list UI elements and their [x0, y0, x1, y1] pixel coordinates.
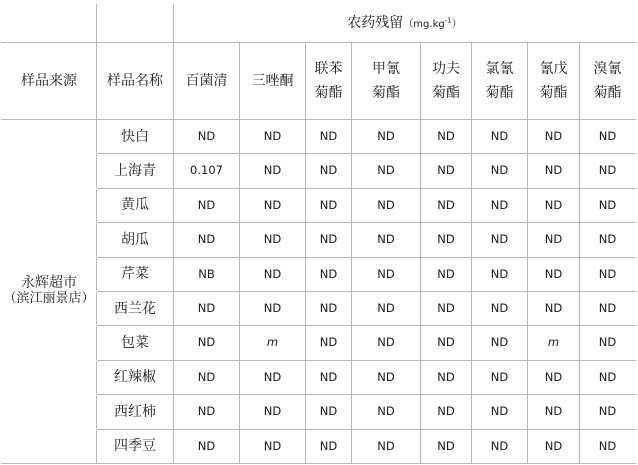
sample-name-header: 样品名称 — [97, 43, 174, 120]
residue-value-cell: ND — [174, 120, 240, 154]
residue-value-cell: ND — [306, 154, 352, 188]
residue-value-cell: ND — [352, 291, 421, 325]
sample-name-cell: 胡瓜 — [97, 223, 174, 257]
residue-value-cell: ND — [528, 429, 580, 463]
residue-value-cell: ND — [352, 326, 421, 360]
sample-source-cell: 永辉超市 — [2, 257, 97, 291]
residue-value-cell: ND — [421, 395, 472, 429]
residue-value-cell: ND — [528, 120, 580, 154]
pesticide-residue-table — [1, 4, 636, 464]
sample-source-cell — [2, 429, 97, 463]
table-row — [2, 120, 636, 154]
residue-value-cell: ND — [306, 326, 352, 360]
residue-value-cell: ND — [240, 120, 306, 154]
table-row — [2, 223, 636, 257]
residue-value-cell: ND — [472, 223, 528, 257]
residue-value-cell: ND — [528, 395, 580, 429]
residue-value-cell: ND — [421, 257, 472, 291]
residue-value-cell: ND — [306, 360, 352, 394]
sample-name-cell: 四季豆 — [97, 429, 174, 463]
residue-value-cell: ND — [174, 188, 240, 222]
residue-value-cell: ND — [174, 360, 240, 394]
pesticide-name-line1: 联苯 — [314, 60, 343, 77]
residue-value-cell: ND — [306, 120, 352, 154]
residue-value-cell: ND — [306, 395, 352, 429]
sample-source-cell — [2, 360, 97, 394]
residue-value-cell: ND — [528, 188, 580, 222]
sample-source-cell — [2, 120, 97, 154]
residue-value-cell: ND — [240, 291, 306, 325]
sample-name-cell: 西兰花 — [97, 291, 174, 325]
residue-value-cell: ND — [528, 360, 580, 394]
pesticide-header — [421, 43, 472, 120]
pesticide-header — [306, 43, 352, 120]
pesticide-name-line1: 功夫 — [432, 60, 460, 77]
table-row — [2, 154, 636, 188]
residue-value-cell: ND — [528, 223, 580, 257]
residue-value-cell: 0.107 — [174, 154, 240, 188]
pesticide-name-line2: 菊酯 — [539, 85, 568, 101]
pesticide-name-line2: 菊酯 — [593, 85, 622, 101]
residue-value-cell: ND — [352, 360, 421, 394]
residue-value-cell: ND — [580, 326, 636, 360]
residue-value-cell: ND — [240, 395, 306, 429]
residue-value-cell: ND — [580, 120, 636, 154]
residue-value-cell: ND — [421, 429, 472, 463]
residue-value-cell: ND — [580, 291, 636, 325]
residue-value-cell: ND — [472, 291, 528, 325]
residue-value-cell: ND — [580, 429, 636, 463]
residue-value-cell: ND — [306, 257, 352, 291]
table-row — [2, 291, 636, 325]
pesticide-header — [240, 43, 306, 120]
sample-name-cell: 西红柿 — [97, 395, 174, 429]
residue-value-cell: ND — [580, 257, 636, 291]
pesticide-name-line1: 溴氰 — [593, 60, 622, 77]
sample-source-cell — [2, 188, 97, 222]
pesticide-header — [528, 43, 580, 120]
residue-value-cell: ND — [240, 223, 306, 257]
sample-source-cell — [2, 395, 97, 429]
pesticide-name-line2: 菊酯 — [372, 85, 400, 101]
residue-value-cell: ND — [421, 154, 472, 188]
residue-value-cell: ND — [352, 429, 421, 463]
residue-value-cell: ND — [306, 291, 352, 325]
sample-source-cell — [2, 326, 97, 360]
residue-value-cell: ND — [174, 429, 240, 463]
residue-value-cell: ND — [306, 429, 352, 463]
unit-label: $(mg.kg^{-1})$ — [403, 17, 462, 31]
pesticide-header — [472, 43, 528, 120]
residue-value-cell: ND — [472, 120, 528, 154]
pesticide-name-line1: 百菌清 — [185, 72, 228, 89]
residue-value-cell: ND — [580, 395, 636, 429]
residue-value-cell: ND — [240, 429, 306, 463]
pesticide-name-line1: 甲氰 — [372, 60, 400, 77]
residue-value-cell: ND — [240, 257, 306, 291]
residue-value-cell: ND — [306, 188, 352, 222]
residue-value-cell: m — [240, 326, 306, 360]
sample-name-cell: 快白 — [97, 120, 174, 154]
pesticide-name-line2: 菊酯 — [485, 85, 514, 101]
residue-value-cell: ND — [472, 360, 528, 394]
residue-value-cell: ND — [472, 395, 528, 429]
header-blank-source — [2, 5, 97, 43]
sample-name-cell: 红辣椒 — [97, 360, 174, 394]
residue-value-cell: ND — [421, 291, 472, 325]
pesticide-header — [174, 43, 240, 120]
residue-value-cell: ND — [421, 223, 472, 257]
residue-value-cell: ND — [352, 120, 421, 154]
header-blank-name — [97, 5, 174, 43]
sample-name-cell: 上海青 — [97, 154, 174, 188]
pesticide-name-line1: 三唑酮 — [251, 72, 294, 89]
residue-value-cell: ND — [174, 395, 240, 429]
residue-value-cell: ND — [352, 257, 421, 291]
residue-value-cell: ND — [421, 188, 472, 222]
sample-name-cell: 芹菜 — [97, 257, 174, 291]
residue-value-cell: ND — [421, 326, 472, 360]
pesticide-name-line2: 菊酯 — [432, 85, 460, 101]
residue-value-cell: ND — [174, 326, 240, 360]
residue-value-cell: ND — [472, 154, 528, 188]
residue-value-cell: ND — [174, 291, 240, 325]
residue-value-cell: ND — [352, 223, 421, 257]
table-row — [2, 257, 636, 291]
pesticide-name-line2: 菊酯 — [314, 85, 343, 101]
residue-value-cell: NB — [174, 257, 240, 291]
residue-value-cell: ND — [352, 188, 421, 222]
residue-value-cell: ND — [352, 154, 421, 188]
residue-value-cell: ND — [306, 223, 352, 257]
pesticide-residue-group-header — [174, 5, 636, 43]
pesticide-header — [352, 43, 421, 120]
residue-value-cell: ND — [580, 154, 636, 188]
residue-value-cell: ND — [352, 395, 421, 429]
sample-source-cell — [2, 154, 97, 188]
residue-value-cell: ND — [528, 291, 580, 325]
pesticide-name-line1: 氰戊 — [539, 60, 568, 77]
residue-value-cell: ND — [421, 360, 472, 394]
pesticide-name-line1: 氯氰 — [485, 60, 514, 77]
sample-source-header: 样品来源 — [2, 43, 97, 120]
residue-value-cell: ND — [472, 188, 528, 222]
residue-value-cell: ND — [528, 154, 580, 188]
residue-value-cell: ND — [580, 223, 636, 257]
residue-value-cell: m — [528, 326, 580, 360]
residue-value-cell: ND — [240, 154, 306, 188]
table-row — [2, 360, 636, 394]
pesticide-header — [580, 43, 636, 120]
residue-value-cell: ND — [580, 188, 636, 222]
residue-value-cell: ND — [472, 429, 528, 463]
sample-name-cell: 包菜 — [97, 326, 174, 360]
sample-source-cell: （滨江丽景店） — [2, 291, 97, 325]
sample-name-cell: 黄瓜 — [97, 188, 174, 222]
residue-value-cell: ND — [528, 257, 580, 291]
table-row — [2, 188, 636, 222]
residue-value-cell: ND — [421, 120, 472, 154]
residue-value-cell: ND — [174, 223, 240, 257]
residue-value-cell: ND — [472, 257, 528, 291]
residue-value-cell: ND — [580, 360, 636, 394]
residue-value-cell: ND — [240, 360, 306, 394]
sample-source-cell — [2, 223, 97, 257]
residue-value-cell: ND — [240, 188, 306, 222]
table-row — [2, 395, 636, 429]
table-row — [2, 429, 636, 463]
group-label: 农药残留 — [347, 15, 404, 32]
table-row — [2, 326, 636, 360]
residue-value-cell: ND — [472, 326, 528, 360]
